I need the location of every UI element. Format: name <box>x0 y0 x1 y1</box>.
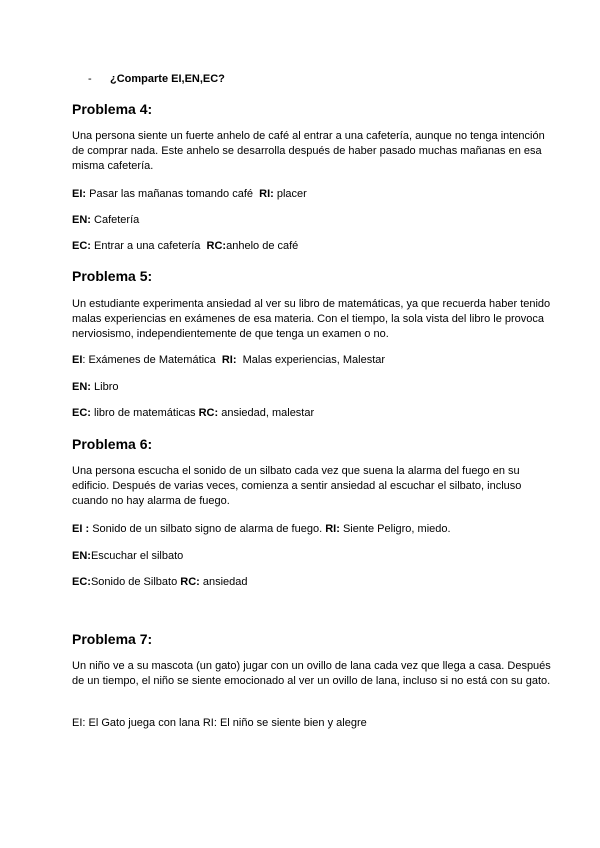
problem-6-paragraph-block <box>72 464 552 509</box>
problem-5-title: Problema 5: <box>72 268 153 284</box>
ei-text: Sonido de un silbato signo de alarma de fuego. <box>92 523 323 535</box>
ec-text: Sonido de Silbato <box>90 576 178 588</box>
ri-label: RI: <box>325 523 340 535</box>
en-text: Libro <box>94 381 119 393</box>
ei-text: : Exámenes de Matemática <box>82 354 216 366</box>
problem-5-text: Un estudiante experimenta ansiedad al ver su libro de matemáticas, ya que recuerda haber tenido malas experiencias en exámenes de esa materia. Con el tiempo, la sola vista del libro le provoca nerviosismo, independientemente de que tenga un examen o no. <box>72 298 551 340</box>
problem-6-title-block <box>72 436 552 452</box>
problem-5-title-block <box>72 268 552 284</box>
rc-text: anhelo de café <box>226 240 299 252</box>
ec-label: EC: <box>72 240 91 252</box>
en-label: EN: <box>72 550 91 562</box>
problem-5-ei-line <box>72 353 385 367</box>
problem-6-en-line <box>72 549 183 563</box>
rc-text: ansiedad, malestar <box>221 407 315 419</box>
ri-text: Siente Peligro, miedo. <box>342 523 451 535</box>
ei-label: EI <box>72 354 83 366</box>
rc-label: RC: <box>180 576 200 588</box>
ei-text: Pasar las mañanas tomando café <box>89 188 253 200</box>
problem-5-ec-line <box>72 406 314 420</box>
en-text: Escuchar el silbato <box>90 550 184 562</box>
rc-text: ansiedad <box>202 576 248 588</box>
problem-6-title: Problema 6: <box>72 436 153 452</box>
problem-7-title: Problema 7: <box>72 631 153 647</box>
problem-7-paragraph-block <box>72 659 552 689</box>
ri-label: RI: <box>221 354 237 366</box>
problem-7-text: Un niño ve a su mascota (un gato) jugar con un ovillo de lana cada vez que llega a casa. Después de un tiempo, el niño se siente emocionado al ver un ovillo de lana, incluso si no está con su gato. <box>72 660 551 687</box>
rc-label: RC: <box>206 240 227 252</box>
ec-label: EC: <box>72 407 91 419</box>
problem-4-ei-line <box>72 187 307 201</box>
problem-4-title-block <box>72 101 552 117</box>
bullet-item <box>88 73 225 85</box>
en-label: EN: <box>72 214 91 226</box>
problem-4-title: Problema 4: <box>72 101 153 117</box>
en-text: Cafetería <box>94 214 140 226</box>
problem-6-text: Una persona escucha el sonido de un silbato cada vez que suena la alarma del fuego en su edificio. Después de varias veces, comienza a sentir ansiedad al escuchar el silbato, incluso cuando no hay alarma de fuego. <box>72 465 522 507</box>
problem-7-ei-line <box>72 716 367 730</box>
problem-4-ec-line <box>72 239 298 253</box>
ec-text: Entrar a una cafetería <box>94 240 201 252</box>
ei-ri-text: EI: El Gato juega con lana RI: El niño se siente bien y alegre <box>72 717 367 729</box>
ei-label: EI: <box>72 188 87 200</box>
problem-6-ec-line <box>72 575 248 589</box>
rc-label: RC: <box>198 407 219 419</box>
ec-label: EC: <box>72 576 91 588</box>
problem-4-en-line <box>72 213 139 227</box>
ei-label: EI : <box>72 523 90 535</box>
bullet-dash: - <box>88 73 92 85</box>
problem-5-paragraph-block <box>72 297 552 342</box>
ec-text: libro de matemáticas <box>94 407 196 419</box>
problem-4-text: Una persona siente un fuerte anhelo de café al entrar a una cafetería, aunque no tenga intención de comprar nada. Este anhelo se desarrolla después de haber pasado muchas mañanas en esa misma cafetería. <box>72 130 545 172</box>
problem-6-ei-line <box>72 522 451 536</box>
en-label: EN: <box>72 381 91 393</box>
ri-text: placer <box>276 188 307 200</box>
problem-7-title-block <box>72 631 552 647</box>
bullet-question: ¿Comparte EI,EN,EC? <box>110 73 225 85</box>
ri-text: Malas experiencias, Malestar <box>242 354 386 366</box>
problem-5-en-line <box>72 380 118 394</box>
problem-4-paragraph-block <box>72 129 552 174</box>
ri-label: RI: <box>259 188 274 200</box>
